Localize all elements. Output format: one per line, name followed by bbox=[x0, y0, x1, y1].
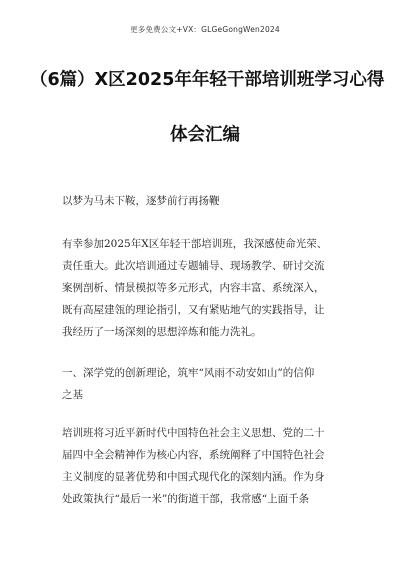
paragraph-line: 培训班将习近平新时代中国特色社会主义思想、党的二十 bbox=[62, 427, 325, 439]
paragraph-line: 有幸参加2025年X区年轻干部培训班，我深感使命光荣、 bbox=[62, 238, 328, 250]
paragraph-line: 我经历了一场深刻的思想淬炼和能力洗礼。 bbox=[62, 326, 262, 338]
paragraph-line: 一、深学党的创新理论，筑牢“风雨不动安如山”的信仰 bbox=[62, 367, 315, 379]
paragraph-line: 届四中全会精神作为核心内容，系统阐释了中国特色社会 bbox=[62, 449, 325, 461]
paragraph-line: 案例剖析、情景模拟等多元形式，内容丰富、系统深入， bbox=[62, 282, 325, 294]
paragraph-body bbox=[62, 422, 352, 510]
document-title-line-1: （6篇）X区2025年年轻干部培训班学习心得 bbox=[30, 70, 385, 90]
document-title-line-2: 体会汇编 bbox=[170, 125, 240, 145]
header-note: 更多免费公文+VX：GLGeGongWen2024 bbox=[130, 25, 280, 34]
paragraph-line: 责任重大。此次培训通过专题辅导、现场教学、研讨交流 bbox=[62, 260, 325, 272]
paragraph-subtitle bbox=[62, 190, 352, 212]
section-heading bbox=[62, 362, 352, 406]
paragraph-line: 之基 bbox=[62, 389, 83, 401]
paragraph-line: 处政策执行“最后一米”的街道干部，我常感“上面千条 bbox=[62, 493, 310, 505]
paragraph-line: 主义制度的显著优势和中国式现代化的深刻内涵。作为身 bbox=[62, 471, 325, 483]
paragraph-intro bbox=[62, 233, 352, 343]
paragraph-line: 以梦为马未下鞍，逐梦前行再扬鞭 bbox=[62, 195, 220, 207]
paragraph-line: 既有高屋建瓴的理论指引，又有紧贴地气的实践指导，让 bbox=[62, 304, 325, 316]
